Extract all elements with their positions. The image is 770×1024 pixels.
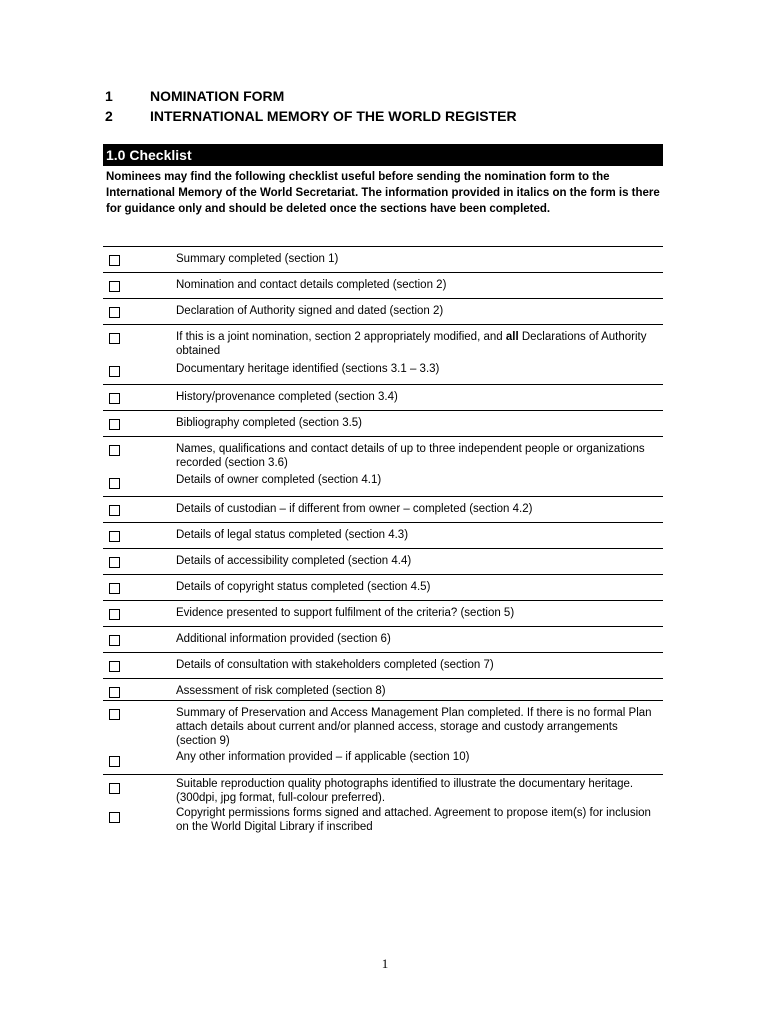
heading-number: 1 xyxy=(105,88,113,104)
heading-text: INTERNATIONAL MEMORY OF THE WORLD REGISTER xyxy=(150,108,517,124)
checkbox[interactable] xyxy=(109,756,120,767)
checkbox[interactable] xyxy=(109,531,120,542)
checklist-item xyxy=(103,436,663,469)
checklist-item-label: Assessment of risk completed (section 8) xyxy=(176,685,386,697)
checkbox[interactable] xyxy=(109,419,120,430)
checkbox[interactable] xyxy=(109,583,120,594)
checklist-item-label: Additional information provided (section 6) xyxy=(176,633,391,645)
checkbox[interactable] xyxy=(109,333,120,344)
checklist-item-label: Suitable reproduction quality photographs identified to illustrate the documentary heritage. (300dpi, jpg format, full-colour preferred). xyxy=(176,778,634,804)
checklist-item-label: Details of accessibility completed (section 4.4) xyxy=(176,555,412,567)
checklist-item xyxy=(103,600,663,619)
checklist-item xyxy=(103,410,663,429)
checklist-item xyxy=(103,384,663,403)
checkbox[interactable] xyxy=(109,255,120,266)
checklist-item-label: Details of legal status completed (section 4.3) xyxy=(176,529,409,541)
checklist-item-label: Details of copyright status completed (section 4.5) xyxy=(176,581,431,593)
checklist-item xyxy=(103,774,663,804)
checklist-item-label: Details of custodian – if different from owner – completed (section 4.2) xyxy=(176,503,533,515)
checklist-item-label: Bibliography completed (section 3.5) xyxy=(176,417,363,429)
checkbox[interactable] xyxy=(109,445,120,456)
page-number: 1 xyxy=(381,956,389,971)
checkbox[interactable] xyxy=(109,505,120,516)
checkbox[interactable] xyxy=(109,307,120,318)
checklist-item-label: History/provenance completed (section 3.4) xyxy=(176,391,398,403)
checkbox[interactable] xyxy=(109,281,120,292)
checklist-item xyxy=(103,272,663,291)
checklist-item xyxy=(103,574,663,593)
checklist-item-label: Copyright permissions forms signed and attached. Agreement to propose item(s) for inclusion on the World Digital Library if inscribed xyxy=(176,807,651,833)
checklist-item xyxy=(103,652,663,671)
checklist-item xyxy=(103,548,663,567)
checklist-item-label: Any other information provided – if applicable (section 10) xyxy=(176,751,470,763)
checkbox[interactable] xyxy=(109,687,120,698)
checklist-item-label: Names, qualifications and contact details of up to three independent people or organizations recorded (section 3.6) xyxy=(176,443,645,469)
checkbox[interactable] xyxy=(109,609,120,620)
checkbox[interactable] xyxy=(109,478,120,489)
checkbox[interactable] xyxy=(109,635,120,646)
checklist-item xyxy=(103,522,663,541)
checkbox[interactable] xyxy=(109,812,120,823)
heading-number: 2 xyxy=(105,108,113,124)
checklist-item xyxy=(103,700,663,747)
checkbox[interactable] xyxy=(109,783,120,794)
checklist-item xyxy=(103,678,663,697)
checklist-item-label: Documentary heritage identified (sections 3.1 – 3.3) xyxy=(176,363,440,375)
checklist-item-label: If this is a joint nomination, section 2 appropriately modified, and all Declarations of Authority obtained xyxy=(176,331,647,357)
checkbox[interactable] xyxy=(109,393,120,404)
checkbox[interactable] xyxy=(109,709,120,720)
checklist-item xyxy=(103,496,663,515)
checkbox[interactable] xyxy=(109,366,120,377)
checklist-item-label: Nomination and contact details completed (section 2) xyxy=(176,279,447,291)
checkbox[interactable] xyxy=(109,557,120,568)
checklist-item xyxy=(103,626,663,645)
checklist-item-label: Declaration of Authority signed and dated (section 2) xyxy=(176,305,444,317)
checkbox[interactable] xyxy=(109,661,120,672)
checklist-item-label: Details of owner completed (section 4.1) xyxy=(176,474,382,486)
section-title-bar: 1.0 Checklist xyxy=(103,144,663,166)
checklist-item xyxy=(103,324,663,357)
heading-text: NOMINATION FORM xyxy=(150,88,285,104)
checklist-item xyxy=(103,246,663,265)
checklist-item-label: Summary of Preservation and Access Management Plan completed. If there is no formal Plan attach details about current and/or planned access, storage and custody arrangements (section 9) xyxy=(176,707,652,747)
checklist-item-label: Summary completed (section 1) xyxy=(176,253,339,265)
checklist-item xyxy=(103,298,663,317)
section-intro: Nominees may find the following checklist useful before sending the nomination form to the International Memory of the World Secretariat. The information provided in italics on the form is there for guidance only and should be deleted once the sections have been completed. xyxy=(106,171,660,215)
checklist-item-label: Evidence presented to support fulfilment of the criteria? (section 5) xyxy=(176,607,515,619)
checklist-item-label: Details of consultation with stakeholders completed (section 7) xyxy=(176,659,494,671)
